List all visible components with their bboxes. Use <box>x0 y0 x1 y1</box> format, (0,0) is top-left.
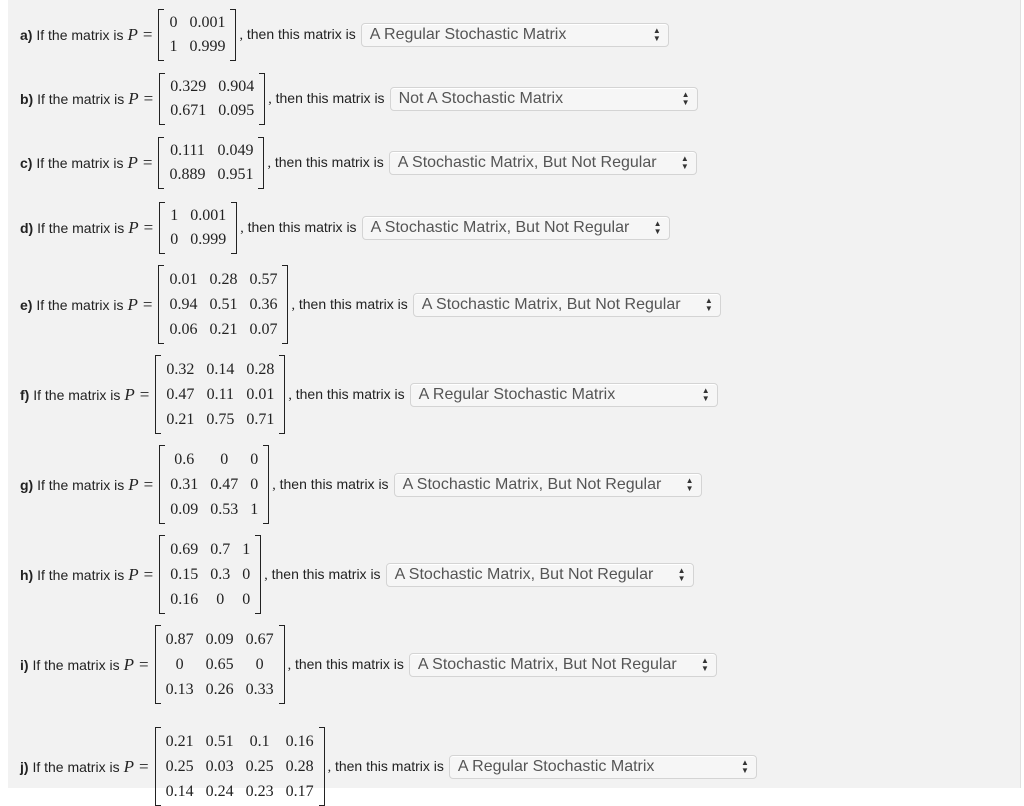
matrix-cell: 0.889 <box>169 166 206 183</box>
updown-arrows-icon: ▲ ▼ <box>652 26 661 43</box>
then-text <box>239 26 355 44</box>
answer-select-value: A Stochastic Matrix, But Not Regular <box>402 475 662 493</box>
question-label <box>20 297 123 313</box>
matrix-cell: 0 <box>170 231 179 248</box>
answer-select-value: A Stochastic Matrix, But Not Regular <box>394 565 654 583</box>
matrix-cell: 0.21 <box>165 733 194 750</box>
question-letter: f) <box>20 386 30 403</box>
answer-select-i[interactable] <box>409 653 717 677</box>
comma: , <box>240 221 244 236</box>
answer-select-value: A Regular Stochastic Matrix <box>418 385 616 403</box>
question-label <box>20 657 120 673</box>
matrix-cell: 0.16 <box>170 591 199 608</box>
comma: , <box>267 156 271 171</box>
matrix-variable: P <box>128 564 139 584</box>
matrix-cell: 0.7 <box>210 541 231 558</box>
question-i <box>20 627 717 702</box>
answer-select-value: A Stochastic Matrix, But Not Regular <box>417 655 677 673</box>
matrix-cell: 0.28 <box>285 758 314 775</box>
then-text <box>288 386 404 404</box>
question-label <box>20 27 123 43</box>
question-label <box>20 155 123 171</box>
matrix-variable: P <box>128 89 139 108</box>
question-prefix-text: If the matrix is <box>33 386 121 403</box>
equals-sign: = <box>142 294 153 314</box>
matrix-cell: 0.049 <box>217 142 254 159</box>
question-e <box>20 267 721 342</box>
question-letter: g) <box>20 476 34 493</box>
matrix-variable: P <box>123 654 134 674</box>
question-label <box>20 387 120 403</box>
matrix-cell: 0.71 <box>246 411 275 428</box>
question-prefix-text: If the matrix is <box>37 91 125 107</box>
matrix-cell: 0.111 <box>170 142 205 159</box>
matrix-variable: P <box>127 294 138 314</box>
then-label: then this matrix is <box>298 295 408 312</box>
updown-arrows-icon: ▲ ▼ <box>685 475 694 493</box>
matrix-cell: 0 <box>242 566 251 583</box>
answer-select-value: A Regular Stochastic Matrix <box>369 26 567 43</box>
matrix-cell: 0.001 <box>190 207 227 224</box>
matrix-cell: 0.07 <box>249 321 278 338</box>
matrix-cell: 0.94 <box>169 296 198 313</box>
matrix-cell: 0.21 <box>209 321 238 338</box>
matrix-variable: P <box>128 474 139 494</box>
then-text <box>328 758 444 776</box>
matrix-cell: 0.14 <box>206 361 235 378</box>
then-label: then this matrix is <box>247 219 357 235</box>
matrix-cell: 0.23 <box>245 783 274 800</box>
matrix-cell: 0.03 <box>205 758 234 775</box>
question-prefix-text: If the matrix is <box>36 296 124 313</box>
matrix-cell: 0.53 <box>210 501 239 518</box>
matrix-cell: 0.951 <box>217 166 254 183</box>
question-d <box>20 204 670 252</box>
matrix-cell: 0.671 <box>170 102 207 119</box>
comma: , <box>291 297 295 313</box>
matrix-cell: 0.3 <box>210 566 231 583</box>
matrix-cell: 0.095 <box>218 102 255 119</box>
matrix-cell: 1 <box>170 207 179 224</box>
answer-select-value: A Stochastic Matrix, But Not Regular <box>421 295 681 313</box>
question-label <box>20 759 120 775</box>
matrix-cell: 0.21 <box>166 411 195 428</box>
updown-arrows-icon: ▲ ▼ <box>740 757 749 775</box>
then-label: then this matrix is <box>246 26 356 42</box>
comma: , <box>239 28 243 43</box>
matrix-cell: 0.32 <box>166 361 195 378</box>
matrix-variable: P <box>127 25 138 44</box>
matrix-cell: 0.15 <box>170 566 199 583</box>
matrix-variable: P <box>128 218 139 237</box>
then-text <box>272 476 388 494</box>
question-prefix-text: If the matrix is <box>32 758 120 775</box>
question-h <box>20 537 694 612</box>
question-letter: j) <box>20 758 29 775</box>
then-label: then this matrix is <box>275 90 385 106</box>
equals-sign: = <box>138 654 149 674</box>
matrix-cell: 0 <box>216 591 225 608</box>
question-label <box>20 91 124 107</box>
equals-sign: = <box>138 756 149 776</box>
question-prefix-text: If the matrix is <box>37 566 125 583</box>
answer-select-b[interactable] <box>390 87 698 111</box>
question-a <box>20 11 669 59</box>
comma: , <box>288 387 292 403</box>
question-label <box>20 477 124 493</box>
matrix-cell: 0.25 <box>165 758 194 775</box>
matrix-cell: 0.69 <box>170 541 199 558</box>
then-label: then this matrix is <box>271 565 381 582</box>
question-j <box>20 729 757 804</box>
matrix-cell: 0.47 <box>166 386 195 403</box>
updown-arrows-icon: ▲ ▼ <box>653 219 662 236</box>
matrix-cell: 0.11 <box>206 386 235 403</box>
question-prefix-text: If the matrix is <box>37 220 125 236</box>
updown-arrows-icon: ▲ ▼ <box>704 295 713 313</box>
matrix-cell: 0.75 <box>206 411 235 428</box>
question-letter: a) <box>20 27 33 43</box>
equals-sign: = <box>142 25 153 44</box>
equals-sign: = <box>142 153 153 172</box>
matrix-cell: 1 <box>169 38 178 55</box>
answer-select-d[interactable] <box>362 216 670 240</box>
updown-arrows-icon: ▲ ▼ <box>681 90 690 107</box>
matrix-cell: 0.24 <box>205 783 234 800</box>
answer-select-value: A Regular Stochastic Matrix <box>457 757 655 775</box>
comma: , <box>264 567 268 583</box>
matrix-cell: 0.65 <box>205 656 234 673</box>
question-prefix-text: If the matrix is <box>37 476 125 493</box>
question-letter: c) <box>20 155 33 171</box>
matrix-cell: 0.001 <box>189 14 226 31</box>
matrix-cell: 0.51 <box>205 733 234 750</box>
then-label: then this matrix is <box>274 154 384 170</box>
question-prefix-text: If the matrix is <box>36 27 124 43</box>
then-label: then this matrix is <box>334 757 444 774</box>
matrix-cell: 0 <box>242 591 251 608</box>
answer-select-h[interactable] <box>386 563 694 587</box>
answer-select-g[interactable] <box>394 473 702 497</box>
then-text <box>267 154 383 172</box>
then-label: then this matrix is <box>295 385 405 402</box>
answer-select-a[interactable] <box>361 23 669 47</box>
question-letter: i) <box>20 656 29 673</box>
comma: , <box>272 477 276 493</box>
question-label <box>20 220 124 236</box>
matrix-cell: 0 <box>175 656 184 673</box>
answer-select-value: Not A Stochastic Matrix <box>398 90 564 107</box>
matrix-variable: P <box>123 756 134 776</box>
matrix-cell: 0.09 <box>205 631 234 648</box>
matrix-cell: 0.87 <box>165 631 194 648</box>
matrix-cell: 0.36 <box>249 296 278 313</box>
matrix-cell: 0.01 <box>169 271 198 288</box>
answer-select-value: A Stochastic Matrix, But Not Regular <box>370 219 630 236</box>
question-g <box>20 447 702 522</box>
matrix-cell: 0.51 <box>209 296 238 313</box>
updown-arrows-icon: ▲ ▼ <box>700 655 709 673</box>
matrix-cell: 0.999 <box>190 231 227 248</box>
equals-sign: = <box>143 89 154 108</box>
matrix-cell: 0.06 <box>169 321 198 338</box>
matrix-cell: 0.09 <box>170 501 199 518</box>
comma: , <box>287 657 292 673</box>
matrix <box>158 11 236 59</box>
matrix-cell: 0 <box>250 476 259 493</box>
comma: , <box>268 92 272 107</box>
equals-sign: = <box>143 474 154 494</box>
matrix <box>155 627 285 702</box>
matrix-cell: 1 <box>242 541 251 558</box>
matrix-cell: 0.329 <box>170 78 207 95</box>
updown-arrows-icon: ▲ ▼ <box>701 385 710 403</box>
equals-sign: = <box>143 218 154 237</box>
answer-select-e[interactable] <box>413 293 721 317</box>
then-text <box>291 296 407 314</box>
question-letter: d) <box>20 220 34 236</box>
matrix <box>158 139 264 187</box>
matrix-cell: 1 <box>250 501 259 518</box>
equals-sign: = <box>143 564 154 584</box>
question-letter: e) <box>20 296 33 313</box>
then-text <box>264 566 380 584</box>
question-c <box>20 139 697 187</box>
matrix-cell: 0.16 <box>285 733 314 750</box>
answer-select-value: A Stochastic Matrix, But Not Regular <box>397 154 657 171</box>
matrix-cell: 0.14 <box>165 783 194 800</box>
matrix-cell: 0.999 <box>189 38 226 55</box>
matrix-cell: 0.6 <box>174 451 195 468</box>
matrix-cell: 0.25 <box>245 758 274 775</box>
matrix <box>159 447 269 522</box>
matrix-cell: 0.31 <box>170 476 199 493</box>
matrix <box>155 729 325 804</box>
matrix-cell: 0.28 <box>209 271 238 288</box>
question-prefix-text: If the matrix is <box>32 656 120 673</box>
matrix-cell: 0.57 <box>249 271 278 288</box>
matrix-cell: 0.67 <box>245 631 274 648</box>
then-text <box>288 656 404 674</box>
question-page <box>8 0 1021 800</box>
matrix-cell: 0.1 <box>249 733 270 750</box>
answer-select-f[interactable] <box>410 383 718 407</box>
matrix-cell: 0.17 <box>285 783 314 800</box>
answer-select-c[interactable] <box>389 151 697 175</box>
question-f <box>20 357 718 432</box>
question-letter: b) <box>20 91 34 107</box>
equals-sign: = <box>139 384 150 404</box>
matrix-cell: 0 <box>250 451 259 468</box>
matrix <box>159 204 237 252</box>
question-prefix-text: If the matrix is <box>36 155 124 171</box>
matrix <box>159 537 261 612</box>
then-text <box>240 219 356 237</box>
matrix-cell: 0.01 <box>246 386 275 403</box>
question-letter: h) <box>20 566 34 583</box>
matrix-cell: 0.28 <box>246 361 275 378</box>
matrix <box>158 267 288 342</box>
updown-arrows-icon: ▲ ▼ <box>680 154 689 171</box>
then-text <box>268 90 384 108</box>
matrix-cell: 0 <box>255 656 264 673</box>
answer-select-j[interactable] <box>449 755 757 779</box>
matrix-variable: P <box>127 153 138 172</box>
question-label <box>20 567 124 583</box>
matrix-cell: 0.47 <box>210 476 239 493</box>
question-b <box>20 75 698 123</box>
matrix-cell: 0.26 <box>205 681 234 698</box>
matrix-cell: 0.13 <box>165 681 194 698</box>
updown-arrows-icon: ▲ ▼ <box>677 565 686 583</box>
matrix <box>155 357 285 432</box>
matrix-cell: 0 <box>220 451 229 468</box>
then-label: then this matrix is <box>279 475 389 492</box>
matrix-cell: 0.904 <box>218 78 255 95</box>
matrix-variable: P <box>124 384 135 404</box>
matrix-cell: 0.33 <box>245 681 274 698</box>
matrix <box>159 75 265 123</box>
comma: , <box>327 759 332 775</box>
then-label: then this matrix is <box>294 655 404 672</box>
matrix-cell: 0 <box>169 14 178 31</box>
